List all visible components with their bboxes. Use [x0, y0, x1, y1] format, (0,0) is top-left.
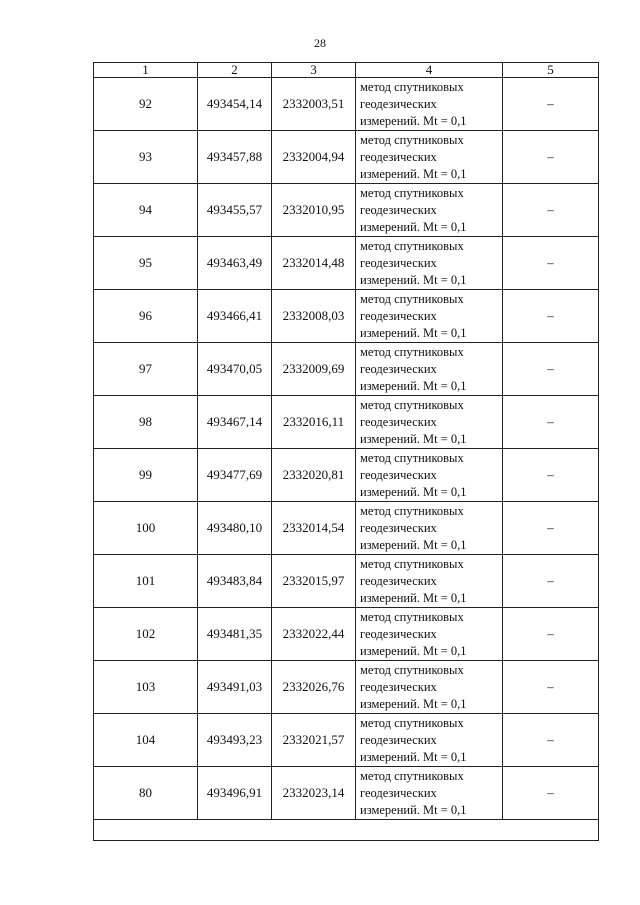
point-number-cell: 98: [94, 396, 198, 449]
method-line: измерений. Mt = 0,1: [360, 378, 467, 393]
method-line: измерений. Mt = 0,1: [360, 166, 467, 181]
method-line: измерений. Mt = 0,1: [360, 590, 467, 605]
coord-x-cell: 493455,57: [198, 184, 272, 237]
coord-y-cell: 2332022,44: [272, 608, 356, 661]
header-col-3: 3: [272, 63, 356, 78]
method-line: метод спутниковых: [360, 397, 464, 412]
point-number-cell: 101: [94, 555, 198, 608]
note-cell: –: [503, 78, 599, 131]
coord-x-cell: 493480,10: [198, 502, 272, 555]
method-line: геодезических: [360, 202, 437, 217]
coord-y-cell: 2332008,03: [272, 290, 356, 343]
point-number-cell: 97: [94, 343, 198, 396]
note-cell: –: [503, 714, 599, 767]
table-row: [94, 78, 599, 131]
coord-x-cell: 493470,05: [198, 343, 272, 396]
method-line: измерений. Mt = 0,1: [360, 484, 467, 499]
method-line: геодезических: [360, 626, 437, 641]
method-cell: [356, 661, 503, 714]
page-number: 28: [314, 36, 326, 50]
method-line: метод спутниковых: [360, 556, 464, 571]
method-line: геодезических: [360, 732, 437, 747]
point-number-cell: 96: [94, 290, 198, 343]
method-line: геодезических: [360, 361, 437, 376]
note-cell: –: [503, 343, 599, 396]
method-line: измерений. Mt = 0,1: [360, 749, 467, 764]
method-cell: [356, 78, 503, 131]
coord-y-cell: 2332026,76: [272, 661, 356, 714]
method-cell: [356, 449, 503, 502]
coord-x-cell: 493491,03: [198, 661, 272, 714]
point-number-cell: 104: [94, 714, 198, 767]
method-line: геодезических: [360, 679, 437, 694]
table-header-row: [94, 63, 599, 78]
table-row: [94, 608, 599, 661]
method-line: метод спутниковых: [360, 503, 464, 518]
table-body: [94, 78, 599, 841]
method-cell: [356, 502, 503, 555]
method-line: геодезических: [360, 149, 437, 164]
method-line: геодезических: [360, 467, 437, 482]
point-number-cell: 95: [94, 237, 198, 290]
method-line: метод спутниковых: [360, 185, 464, 200]
table-row: [94, 290, 599, 343]
coord-x-cell: 493463,49: [198, 237, 272, 290]
table-row: [94, 184, 599, 237]
method-line: геодезических: [360, 414, 437, 429]
method-line: метод спутниковых: [360, 715, 464, 730]
coord-y-cell: 2332016,11: [272, 396, 356, 449]
coord-x-cell: 493483,84: [198, 555, 272, 608]
point-number-cell: 94: [94, 184, 198, 237]
coord-x-cell: 493493,23: [198, 714, 272, 767]
note-cell: –: [503, 396, 599, 449]
method-line: измерений. Mt = 0,1: [360, 431, 467, 446]
method-cell: [356, 237, 503, 290]
coord-x-cell: 493496,91: [198, 767, 272, 820]
point-number-cell: 102: [94, 608, 198, 661]
method-cell: [356, 767, 503, 820]
note-cell: –: [503, 131, 599, 184]
method-line: геодезических: [360, 520, 437, 535]
coord-y-cell: 2332023,14: [272, 767, 356, 820]
coordinates-table: [93, 62, 599, 841]
coord-y-cell: 2332014,54: [272, 502, 356, 555]
method-line: метод спутниковых: [360, 768, 464, 783]
table-row: [94, 714, 599, 767]
note-cell: –: [503, 661, 599, 714]
coord-x-cell: 493477,69: [198, 449, 272, 502]
method-cell: [356, 608, 503, 661]
coord-x-cell: 493467,14: [198, 396, 272, 449]
coord-y-cell: 2332003,51: [272, 78, 356, 131]
coord-y-cell: 2332004,94: [272, 131, 356, 184]
table-row: [94, 396, 599, 449]
method-line: метод спутниковых: [360, 609, 464, 624]
table-row: [94, 449, 599, 502]
note-cell: –: [503, 184, 599, 237]
coord-x-cell: 493481,35: [198, 608, 272, 661]
coord-y-cell: 2332009,69: [272, 343, 356, 396]
method-line: измерений. Mt = 0,1: [360, 537, 467, 552]
note-cell: –: [503, 290, 599, 343]
method-line: измерений. Mt = 0,1: [360, 802, 467, 817]
coord-y-cell: 2332015,97: [272, 555, 356, 608]
table-row: [94, 343, 599, 396]
note-cell: –: [503, 237, 599, 290]
coord-y-cell: 2332021,57: [272, 714, 356, 767]
method-line: геодезических: [360, 573, 437, 588]
method-line: геодезических: [360, 255, 437, 270]
method-line: метод спутниковых: [360, 79, 464, 94]
header-col-5: 5: [503, 63, 599, 78]
point-number-cell: 100: [94, 502, 198, 555]
table-row: [94, 237, 599, 290]
note-cell: –: [503, 449, 599, 502]
method-line: метод спутниковых: [360, 344, 464, 359]
point-number-cell: 99: [94, 449, 198, 502]
method-line: метод спутниковых: [360, 662, 464, 677]
coord-x-cell: 493454,14: [198, 78, 272, 131]
header-col-4: 4: [356, 63, 503, 78]
table-row: [94, 767, 599, 820]
coord-y-cell: 2332010,95: [272, 184, 356, 237]
table-row: [94, 661, 599, 714]
table-row: [94, 131, 599, 184]
note-cell: –: [503, 608, 599, 661]
header-col-1: 1: [94, 63, 198, 78]
method-cell: [356, 714, 503, 767]
method-line: метод спутниковых: [360, 291, 464, 306]
method-line: метод спутниковых: [360, 450, 464, 465]
point-number-cell: 93: [94, 131, 198, 184]
method-line: измерений. Mt = 0,1: [360, 219, 467, 234]
method-cell: [356, 184, 503, 237]
method-line: геодезических: [360, 96, 437, 111]
coord-x-cell: 493457,88: [198, 131, 272, 184]
method-line: метод спутниковых: [360, 238, 464, 253]
note-cell: –: [503, 767, 599, 820]
blank-cell: [94, 820, 599, 841]
note-cell: –: [503, 555, 599, 608]
method-cell: [356, 396, 503, 449]
table-blank-row: [94, 820, 599, 841]
method-line: геодезических: [360, 308, 437, 323]
point-number-cell: 103: [94, 661, 198, 714]
method-line: геодезических: [360, 785, 437, 800]
table-row: [94, 502, 599, 555]
coord-y-cell: 2332020,81: [272, 449, 356, 502]
method-line: измерений. Mt = 0,1: [360, 272, 467, 287]
method-line: метод спутниковых: [360, 132, 464, 147]
header-col-2: 2: [198, 63, 272, 78]
coord-y-cell: 2332014,48: [272, 237, 356, 290]
method-line: измерений. Mt = 0,1: [360, 325, 467, 340]
point-number-cell: 92: [94, 78, 198, 131]
method-line: измерений. Mt = 0,1: [360, 696, 467, 711]
method-line: измерений. Mt = 0,1: [360, 113, 467, 128]
note-cell: –: [503, 502, 599, 555]
method-cell: [356, 555, 503, 608]
coord-x-cell: 493466,41: [198, 290, 272, 343]
point-number-cell: 80: [94, 767, 198, 820]
method-cell: [356, 290, 503, 343]
method-cell: [356, 131, 503, 184]
method-cell: [356, 343, 503, 396]
method-line: измерений. Mt = 0,1: [360, 643, 467, 658]
table-row: [94, 555, 599, 608]
